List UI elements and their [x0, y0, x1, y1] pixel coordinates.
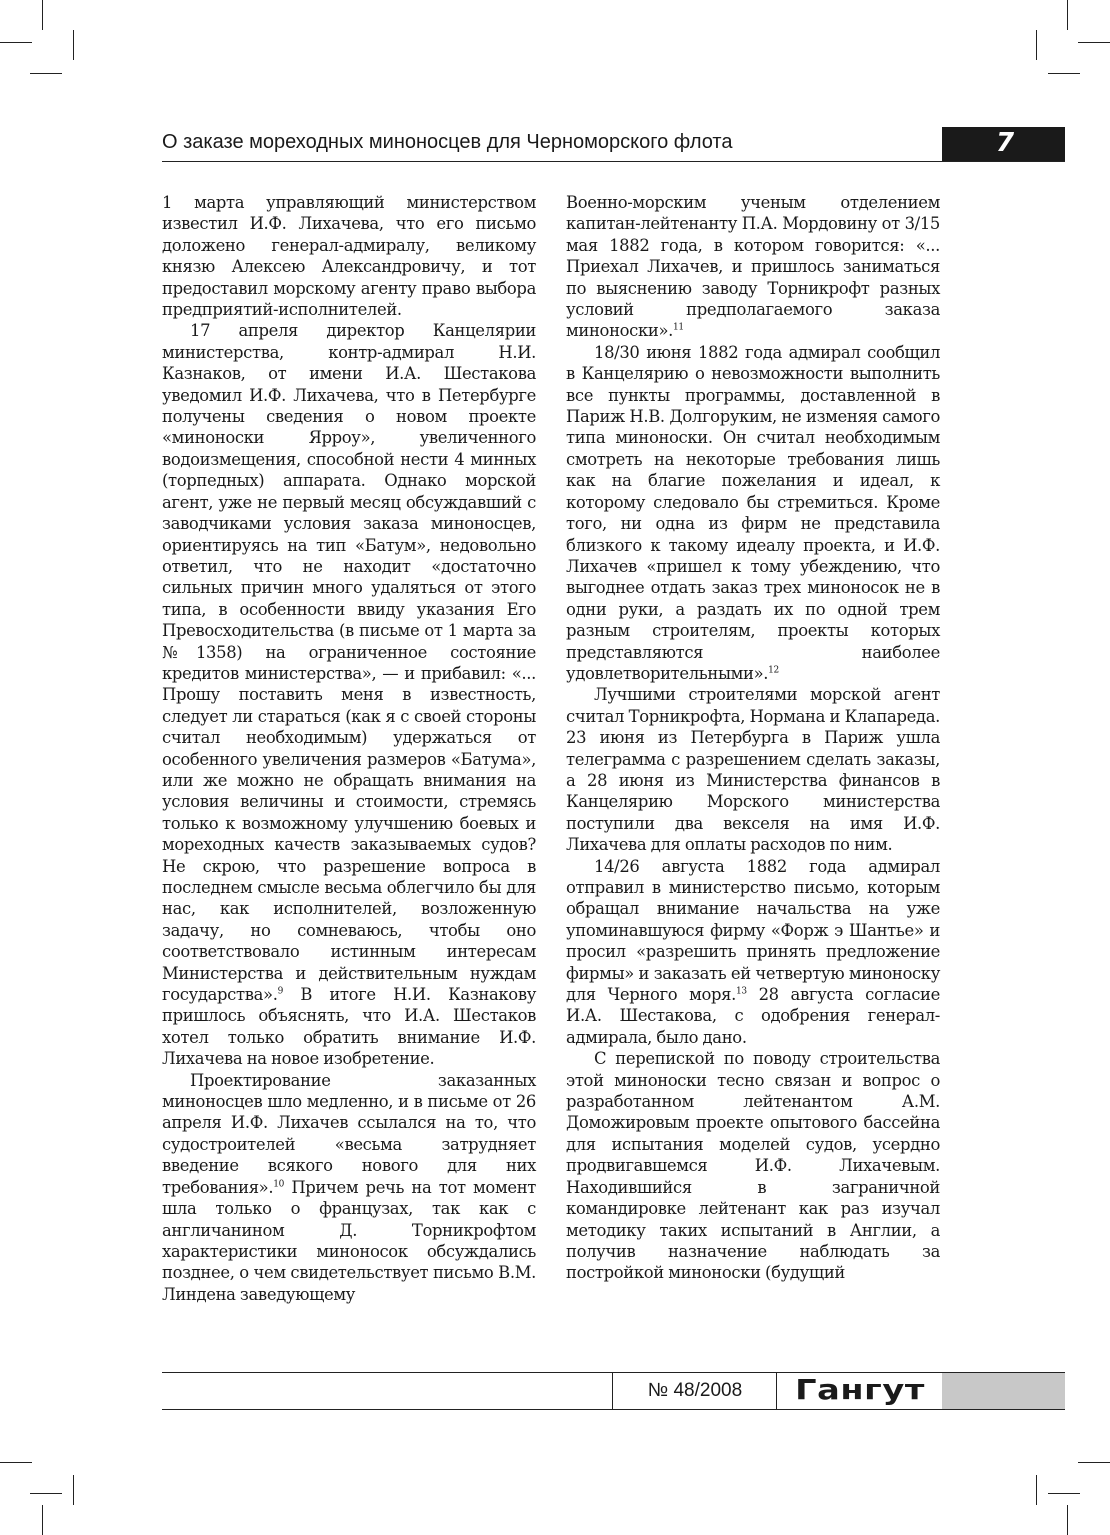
- issue-number: № 48/2008: [647, 1380, 743, 1401]
- paragraph: [162, 192, 536, 320]
- magazine-logo: Гангут: [795, 1373, 925, 1406]
- running-header: [162, 127, 1065, 162]
- paragraph-text: 14/26 августа 1882 года адмирал отправил в министерство письмо, которым обращал внимание начальства на уже упоминавшуюся фирму «Форж э Шантье» и просил «разрешить принять предложение фирмы» и заказать ей четвертую миноноску для Черного моря.: [566, 856, 940, 1005]
- crop-mark: [1078, 1462, 1110, 1463]
- crop-mark: [1078, 42, 1110, 43]
- paragraph-text: С перепиской по поводу строительства этой миноноски тесно связан и вопрос о разработанном лейтенантом А.М. Доможировым проекте опытового бассейна для испытания моделей судов, усердно продвигавшемся И.Ф. Лихачевым. Находившийся в заграничной командировке лейтенант как раз изучал методику таких испытаний в Англии, а получив назначение наблюдать за постройкой миноноски (будущий: [566, 1049, 940, 1283]
- footnote-ref: 13: [736, 986, 747, 997]
- paragraph: [162, 320, 536, 1069]
- paragraph-text: Проектирование заказанных миноносцев шло медленно, и в письме от 26 апреля И.Ф. Лихачев ссылался на то, что судостроителей «весьма затрудняет введение всякого нового для них требования».: [162, 1070, 536, 1197]
- page-number-box: [942, 127, 1065, 161]
- paragraph: [566, 684, 940, 855]
- footnote-ref: 12: [768, 665, 779, 676]
- footnote-ref: 11: [673, 322, 684, 333]
- paragraph-text: Лучшими строителями морской агент считал Торникрофта, Нормана и Клапареда. 23 июня из Петербурга в Париж ушла телеграмма с разрешением сделать заказы, а 28 июня из Министерства финансов в Канцелярию Морского министерства поступили два векселя на имя И.Ф. Лихачева для оплаты расходов по ним.: [566, 685, 940, 855]
- paragraph-text: 1 марта управляющий министерством известил И.Ф. Лихачева, что его письмо доложено генерал-адмиралу, великому князю Алексею Александровичу, и тот предоставил морскому агенту право выбора предприятий-исполнителей.: [162, 193, 536, 320]
- running-footer: [162, 1372, 1065, 1410]
- crop-mark: [73, 1475, 74, 1505]
- crop-mark: [42, 0, 43, 30]
- footer-divider: [612, 1373, 613, 1409]
- paragraph-text: Военно-морским ученым отделением капитан-лейтенанту П.А. Мордовину от 3/15 мая 1882 года, в котором говорится: «... Приехал Лихачев, и пришлось заниматься по выяснению заводу Торникрофт разных условий предполагаемого заказа миноноски».: [566, 193, 940, 341]
- crop-mark: [30, 1493, 62, 1494]
- crop-mark: [1067, 1505, 1068, 1535]
- crop-mark: [1036, 30, 1037, 60]
- paragraph: [162, 1070, 536, 1305]
- paragraph: [566, 192, 940, 342]
- paragraph-text: 17 апреля директор Канцелярии министерства, контр-адмирал Н.И. Казнаков, от имени И.А. Шестакова уведомил И.Ф. Лихачева, что в Петербурге получены сведения о новом проекте «миноноски Ярроу», увеличенного водоизмещения, способной нести 4 минных (торпедных) аппарата. Однако морской агент, уже не первый месяц обсуждавший с заводчиками условия заказа миноносцев, ориентируясь на тип «Батум», недовольно ответил, что не находит «достаточно сильных причин много удаляться от этого типа, в особенности ввиду указания Его Превосходительства (в письме от 1 марта за №1358) на ограниченное состояние кредитов министерства», — и прибавил: «... Прошу поставить меня в известность, следует ли стараться (как я с своей стороны считал необходимым) удержаться от особенного увеличения размеров «Батума», или же можно не обращать внимания на условия величины и стоимости, стремясь только к возможному улучшению боевых и мореходных качеств заказываемых судов? Не скрою, что разрешение вопроса в последнем смысле весьма облегчило бы для нас, как исполнителей, возложенную задачу, но сомневаюсь, чтобы оно соответствовало истинным интересам Министерства и действительным нуждам государства».: [162, 321, 536, 1005]
- footnote-ref: 9: [277, 986, 283, 997]
- footnote-ref: 10: [273, 1179, 284, 1190]
- paragraph-text: 18/30 июня 1882 года адмирал сообщил в Канцелярию о невозможности выполнить все пункты программы, доставленной в Париж Н.В. Долгоруким, не изменяя самого типа миноноски. Он считал необходимым смотреть на некоторые требования лишь как на благие пожелания и идеал, к которому следовало бы стремиться. Кроме того, ни одна из фирм не представила близкого к такому идеалу проекта, и И.Ф. Лихачев «пришел к тому убеждению, что выгоднее отдать заказ трех миноносок не в одни руки, а раздать их по одной трем разным строителям, проекты которых представляются наиболее удовлетворительными».: [566, 342, 940, 683]
- left-column: [162, 192, 536, 1305]
- crop-mark: [1048, 1493, 1080, 1494]
- footer-gray-box: [942, 1373, 1065, 1409]
- page-number: 7: [996, 128, 1015, 158]
- crop-mark: [73, 30, 74, 60]
- crop-mark: [1048, 73, 1080, 74]
- right-column: [566, 192, 940, 1284]
- paragraph: [566, 342, 940, 685]
- crop-mark: [0, 1462, 32, 1463]
- crop-mark: [30, 73, 62, 74]
- paragraph: [566, 856, 940, 1049]
- crop-mark: [1036, 1475, 1037, 1505]
- paragraph-text-cont: Причем речь на тот момент шла только о французах, так как с англичанином Д. Торникрофтом характеристики миноносок обсуждались позднее, о чем свидетельствует письмо В.М. Линдена заведующему: [162, 1177, 536, 1304]
- header-title: О заказе мореходных миноносцев для Черноморского флота: [162, 131, 733, 153]
- paragraph-text-cont: В итоге Н.И. Казнакову пришлось объяснять, что И.А. Шестаков хотел только обратить внимание И.Ф. Лихачева на новое изобретение.: [162, 985, 536, 1069]
- crop-mark: [0, 42, 32, 43]
- paragraph-text-cont: 28 августа согласие И.А. Шестакова, с одобрения генерал-адмирала, было дано.: [566, 985, 940, 1047]
- crop-mark: [1067, 0, 1068, 30]
- paragraph: [566, 1048, 940, 1283]
- crop-mark: [42, 1505, 43, 1535]
